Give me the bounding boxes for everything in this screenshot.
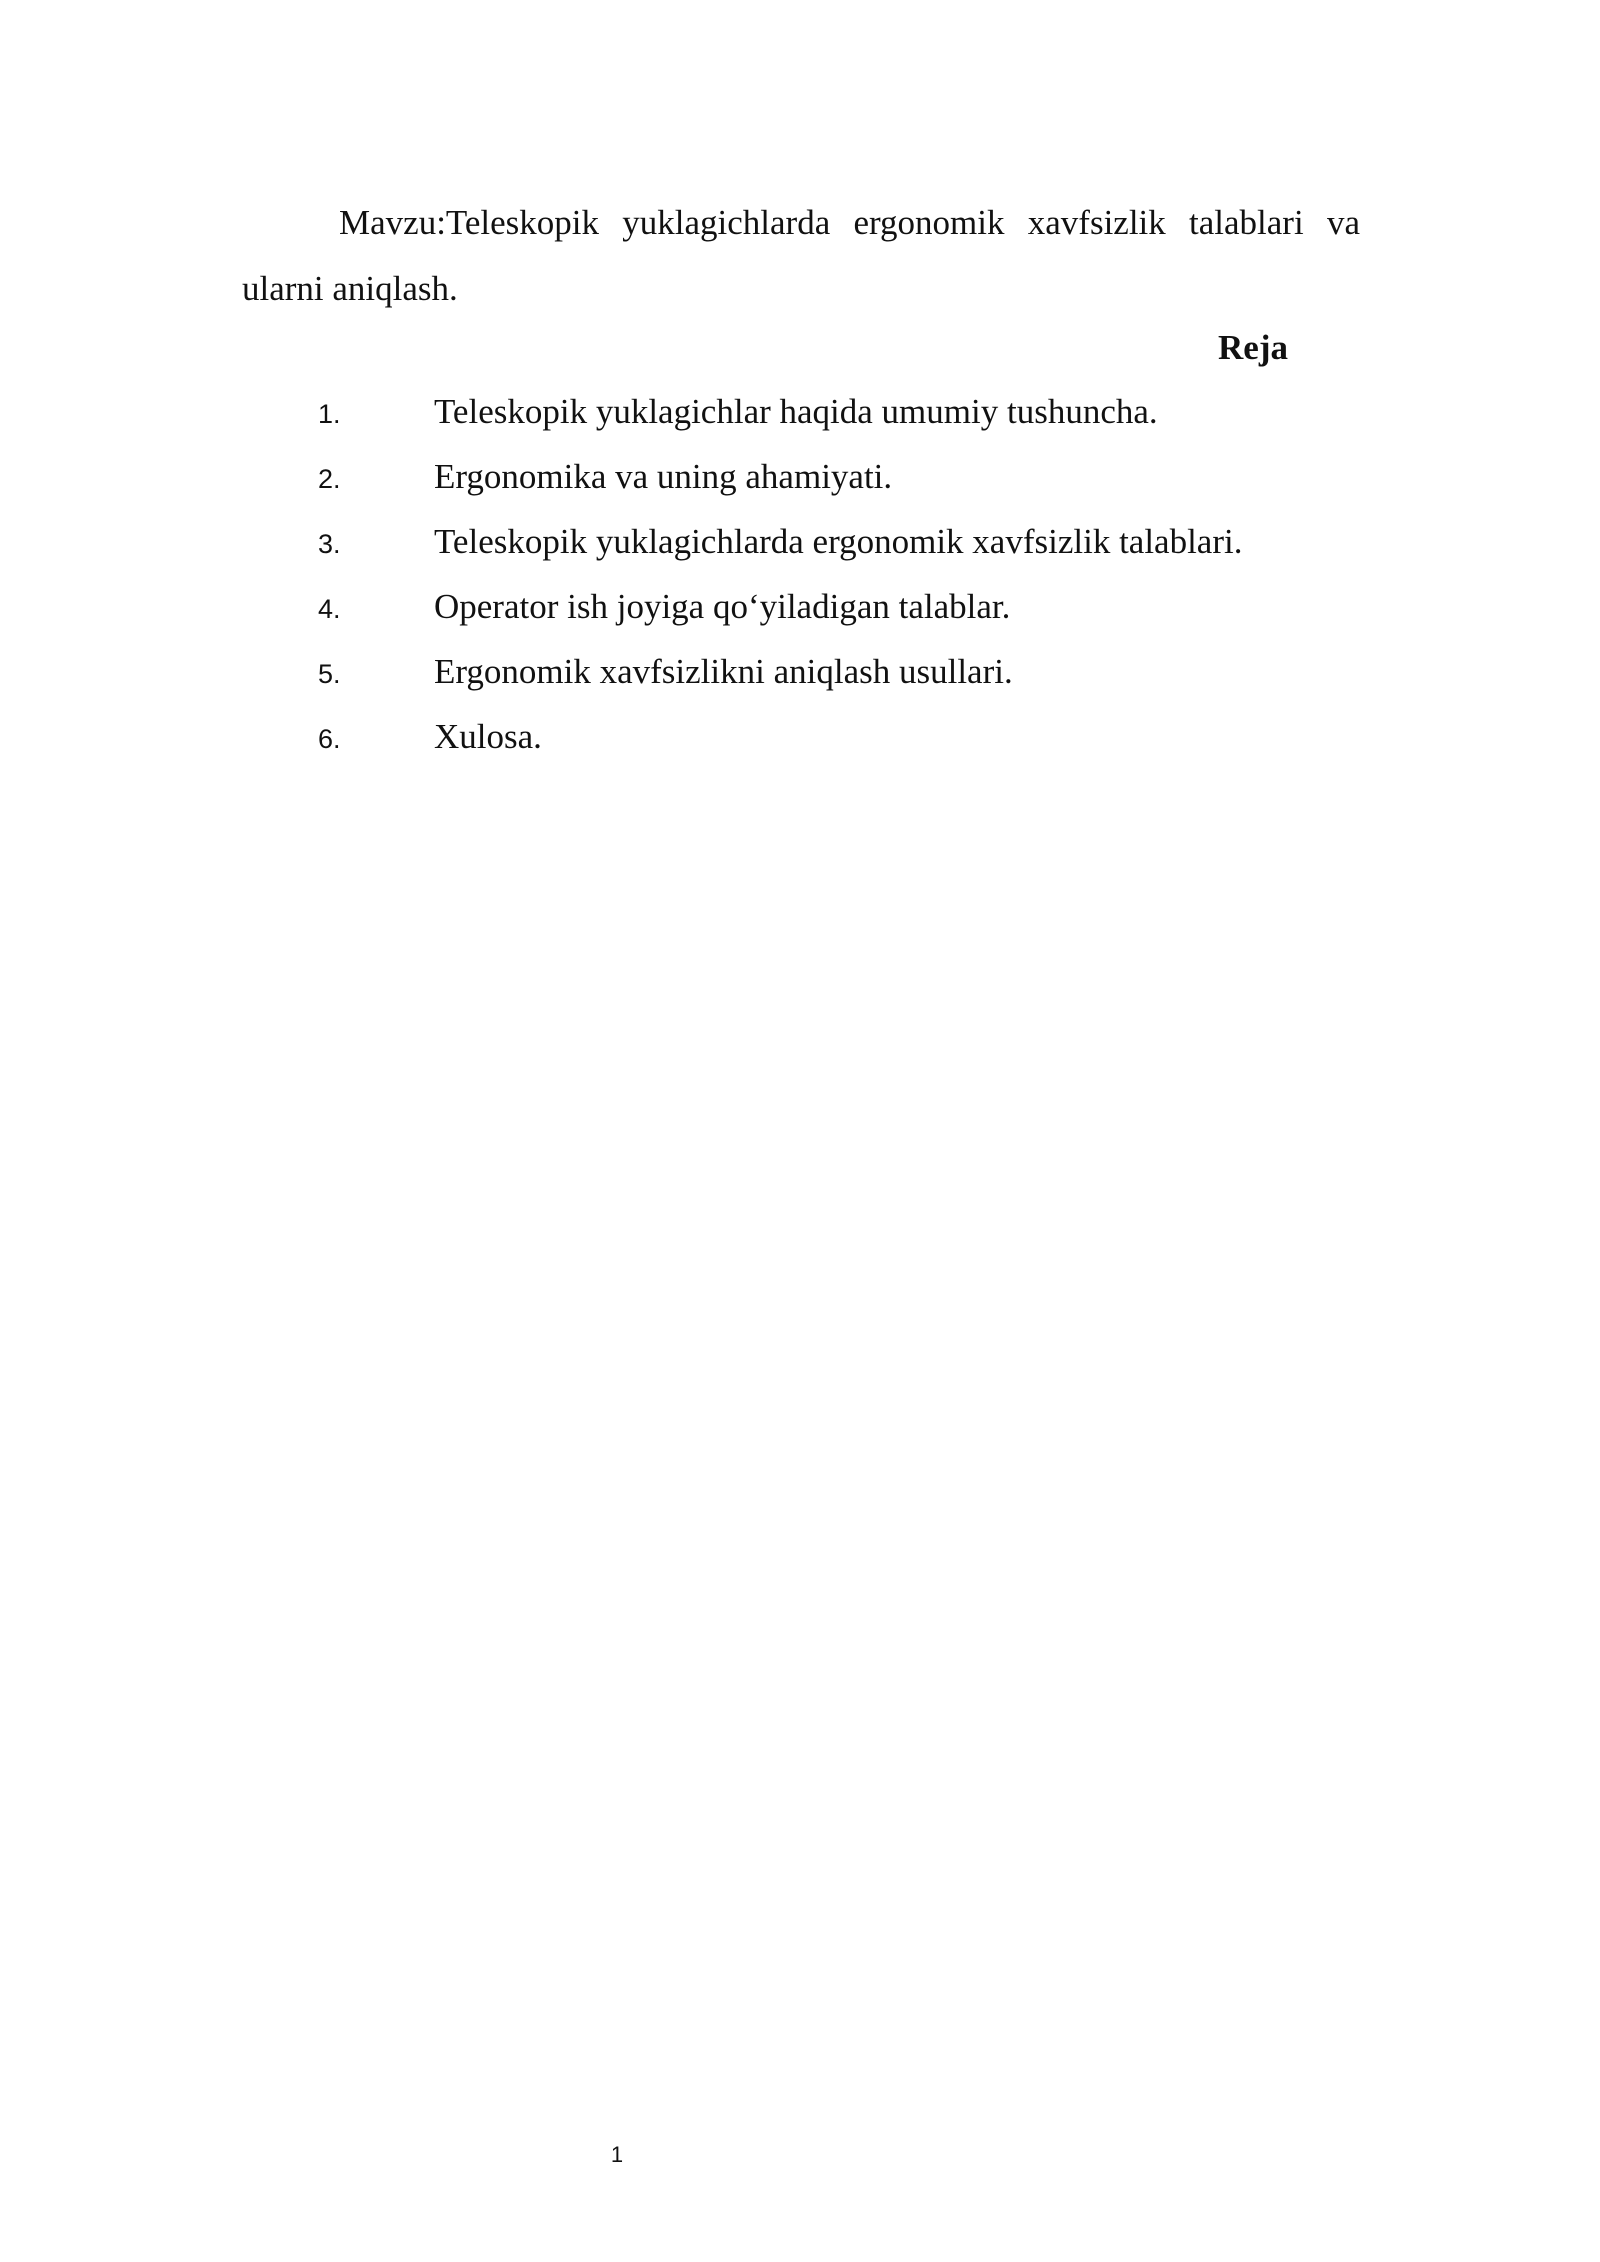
plan-item <box>0 446 1600 511</box>
plan-item-number: 5. <box>318 659 341 689</box>
plan-list <box>0 381 1600 771</box>
plan-heading: Reja <box>1218 328 1288 367</box>
document-title <box>242 190 1360 322</box>
plan-item-number: 6. <box>318 724 341 754</box>
plan-item-number: 1. <box>318 399 341 429</box>
plan-item-number: 3. <box>318 529 341 559</box>
plan-item-number: 2. <box>318 464 341 494</box>
plan-item-text: Xulosa. <box>434 717 542 756</box>
plan-item-text: Ergonomik xavfsizlikni aniqlash usullari. <box>434 652 1013 691</box>
page-number: 1 <box>610 2142 624 2167</box>
title-text: Teleskopik yuklagichlarda ergonomik xavfsizlik talablari va ularni aniqlash. <box>242 203 1360 308</box>
title-prefix: Mavzu: <box>339 203 446 242</box>
plan-item-text: Teleskopik yuklagichlar haqida umumiy tushuncha. <box>434 392 1158 431</box>
plan-item <box>0 706 1600 771</box>
plan-item-text: Operator ish joyiga qo‘yiladigan talablar. <box>434 587 1011 626</box>
plan-item <box>0 576 1600 641</box>
plan-item <box>0 381 1600 446</box>
plan-item-text: Teleskopik yuklagichlarda ergonomik xavfsizlik talablari. <box>434 522 1243 561</box>
plan-item <box>0 641 1600 706</box>
plan-item-number: 4. <box>318 594 341 624</box>
plan-item <box>0 511 1600 576</box>
plan-item-text: Ergonomika va uning ahamiyati. <box>434 457 893 496</box>
